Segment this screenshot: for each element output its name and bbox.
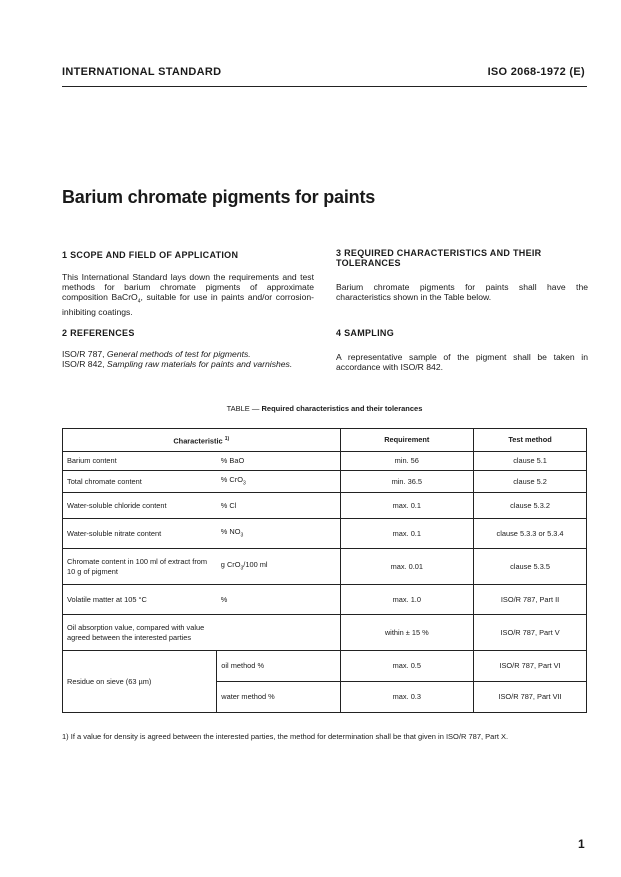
- footnote: 1) If a value for density is agreed between the interested parties, the method for determination shall be that given in ISO/R 787, Part X.: [62, 732, 509, 741]
- row-requirement: max. 0.1: [340, 493, 474, 519]
- characteristics-table: [62, 428, 587, 713]
- document-title: Barium chromate pigments for paints: [62, 187, 376, 207]
- table-row: [63, 651, 587, 682]
- row-requirement: max. 1.0: [340, 585, 474, 615]
- row-unit: % BaO: [217, 452, 340, 471]
- row-characteristic: Water-soluble chloride content: [63, 493, 217, 519]
- header-rule: [62, 86, 587, 87]
- header-characteristic: Characteristic $^{1)}$: [63, 429, 341, 452]
- row-unit: % Cl: [217, 493, 340, 519]
- row-unit: % CrO$_3$: [217, 471, 340, 493]
- row-unit: water method %: [217, 682, 340, 713]
- table-caption: TABLE — Required characteristics and their tolerances: [226, 404, 423, 413]
- section-scope: [62, 250, 314, 317]
- row-test-method: clause 5.2: [474, 471, 587, 493]
- row-requirement: within ± 15 %: [340, 615, 474, 651]
- section-sampling: [336, 328, 588, 372]
- row-characteristic: Water-soluble nitrate content: [63, 519, 217, 549]
- row-characteristic: Total chromate content: [63, 471, 217, 493]
- sampling-heading: 4 SAMPLING: [336, 328, 395, 338]
- header-standard-number: ISO 2068-1972 (E): [487, 66, 585, 78]
- scope-text: This International Standard lays down the requirements and test methods for barium chromate pigments of approximate composition BaCrO$_4$, suitable for use in paints and/or corrosion-inhibiting coatings.: [62, 272, 314, 317]
- table-row: [63, 549, 587, 585]
- sampling-text: A representative sample of the pigment shall be taken in accordance with ISO/R 842.: [336, 352, 588, 372]
- row-test-method: ISO/R 787, Part VI: [474, 651, 587, 682]
- row-test-method: ISO/R 787, Part V: [474, 615, 587, 651]
- row-unit: [217, 615, 340, 651]
- row-characteristic: Chromate content in 100 ml of extract from 10 g of pigment: [63, 549, 217, 585]
- row-test-method: clause 5.1: [474, 452, 587, 471]
- header-requirement: Requirement: [340, 429, 474, 452]
- required-text: Barium chromate pigments for paints shall have the characteristics shown in the Table below.: [336, 282, 588, 302]
- row-requirement: min. 36.5: [340, 471, 474, 493]
- section-required-characteristics: [336, 248, 588, 302]
- row-requirement: max. 0.1: [340, 519, 474, 549]
- row-unit: %: [217, 585, 340, 615]
- row-unit: g CrO$_3$/100 ml: [217, 549, 340, 585]
- row-test-method: clause 5.3.3 or 5.3.4: [474, 519, 587, 549]
- row-test-method: ISO/R 787, Part II: [474, 585, 587, 615]
- header-standard-label: INTERNATIONAL STANDARD: [62, 66, 222, 78]
- row-test-method: clause 5.3.2: [474, 493, 587, 519]
- row-requirement: min. 56: [340, 452, 474, 471]
- table-header-row: [63, 429, 587, 452]
- row-characteristic: Barium content: [63, 452, 217, 471]
- table-row: [63, 471, 587, 493]
- page-number: 1: [578, 837, 585, 851]
- row-unit: % $NO_3$: [217, 519, 340, 549]
- row-requirement: max. 0.01: [340, 549, 474, 585]
- table-row: [63, 519, 587, 549]
- row-test-method: ISO/R 787, Part VII: [474, 682, 587, 713]
- row-requirement: max. 0.3: [340, 682, 474, 713]
- references-heading: 2 REFERENCES: [62, 328, 135, 338]
- table-row: [63, 615, 587, 651]
- section-references: [62, 328, 314, 369]
- row-test-method: clause 5.3.5: [474, 549, 587, 585]
- header-test-method: Test method: [474, 429, 587, 452]
- table-row: [63, 493, 587, 519]
- row-unit: oil method %: [217, 651, 340, 682]
- table-row: [63, 452, 587, 471]
- reference-item: ISO/R 787, General methods of test for pigments.: [62, 349, 251, 359]
- row-characteristic: Volatile matter at 105 °C: [63, 585, 217, 615]
- reference-item: ISO/R 842, Sampling raw materials for paints and varnishes.: [62, 359, 293, 369]
- required-heading: 3 REQUIRED CHARACTERISTICS AND THEIR TOLERANCES: [336, 248, 542, 268]
- scope-heading: 1 SCOPE AND FIELD OF APPLICATION: [62, 250, 239, 260]
- row-requirement: max. 0.5: [340, 651, 474, 682]
- table-row: [63, 585, 587, 615]
- row-characteristic: Oil absorption value, compared with value agreed between the interested parties: [63, 615, 217, 651]
- row-characteristic: Residue on sieve (63 µm): [63, 651, 217, 713]
